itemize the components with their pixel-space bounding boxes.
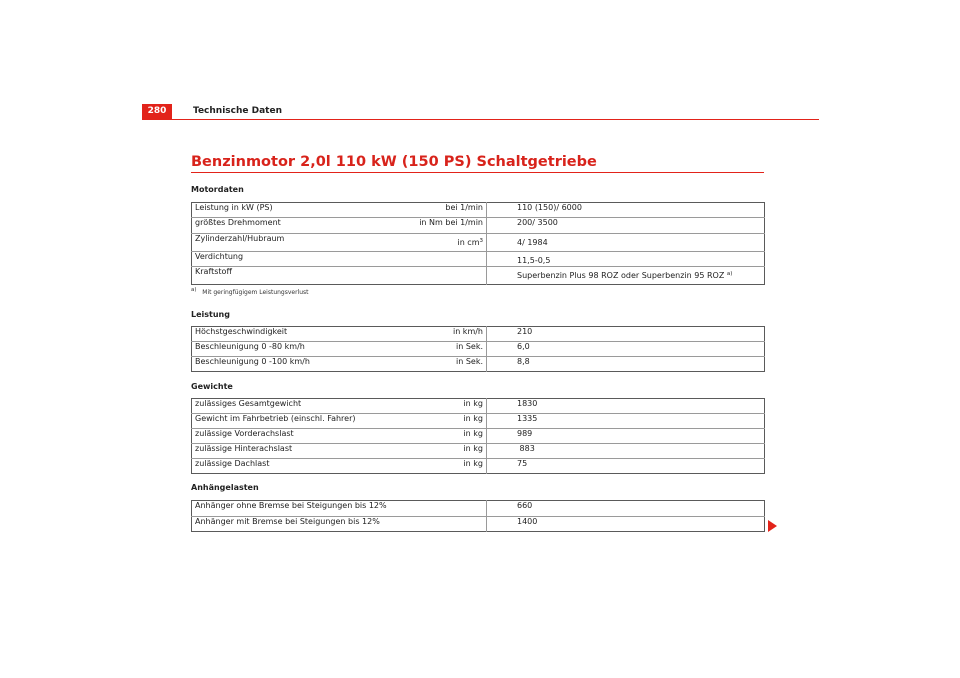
row-value: 11,5-0,5 [517, 256, 551, 265]
row-unit [398, 501, 487, 517]
row-label: Leistung in kW (PS) [195, 203, 273, 212]
row-unit: in kg [398, 444, 487, 459]
table-row [192, 234, 765, 252]
footnote-mark: a) [191, 287, 197, 293]
row-unit [398, 252, 487, 267]
row-value: 1830 [517, 399, 538, 408]
motordaten-table [191, 202, 765, 285]
footnote-text: Mit geringfügigem Leistungsverlust [202, 289, 309, 296]
page-title: Benzinmotor 2,0l 110 kW (150 PS) Schaltgetriebe [191, 154, 597, 170]
table-row [192, 429, 765, 444]
leistung-table [191, 326, 765, 372]
table-row [192, 203, 765, 218]
row-value: 200/ 3500 [517, 218, 558, 227]
row-value: 1400 [517, 517, 538, 526]
row-unit: in kg [398, 429, 487, 444]
table-row [192, 327, 765, 342]
row-unit [398, 267, 487, 285]
row-label: zulässige Dachlast [195, 459, 270, 468]
row-label: Beschleunigung 0 -100 km/h [195, 357, 310, 366]
row-label: zulässige Vorderachslast [195, 429, 294, 438]
row-unit: in km/h [398, 327, 487, 342]
section-title-anhaengelasten: Anhängelasten [191, 483, 259, 492]
row-label: Beschleunigung 0 -80 km/h [195, 342, 305, 351]
header-rule [142, 119, 819, 120]
footnote-reference: a) [726, 271, 733, 277]
row-label: zulässiges Gesamtgewicht [195, 399, 302, 408]
row-value: 883 [517, 444, 535, 453]
row-value [487, 267, 765, 285]
row-unit: in kg [398, 414, 487, 429]
unit-text: in cm [457, 238, 480, 247]
row-label: Anhänger mit Bremse bei Steigungen bis 12% [195, 517, 380, 526]
header-title: Technische Daten [193, 106, 282, 116]
anhaengelasten-table [191, 500, 765, 532]
table-row [192, 218, 765, 234]
row-unit [398, 234, 487, 252]
page-number: 280 [142, 104, 172, 119]
row-value: 1335 [517, 414, 538, 423]
table-row [192, 501, 765, 517]
table-row [192, 342, 765, 357]
row-unit: in kg [398, 459, 487, 474]
row-unit: in kg [398, 399, 487, 414]
title-rule [191, 172, 764, 173]
value-text: Superbenzin Plus 98 ROZ oder Superbenzin 95 ROZ [517, 271, 725, 280]
row-unit: in Sek. [398, 357, 487, 372]
row-label: Gewicht im Fahrbetrieb (einschl. Fahrer) [195, 414, 356, 423]
row-label: Verdichtung [195, 252, 244, 261]
row-label: Anhänger ohne Bremse bei Steigungen bis 12% [195, 501, 387, 510]
row-unit [398, 517, 487, 532]
footnote [191, 289, 309, 296]
unit-superscript: 3 [479, 238, 483, 244]
table-row [192, 252, 765, 267]
section-title-motordaten: Motordaten [191, 185, 244, 194]
row-unit: bei 1/min [398, 203, 487, 218]
row-value: 4/ 1984 [517, 238, 548, 247]
gewichte-table [191, 398, 765, 474]
section-title-gewichte: Gewichte [191, 382, 233, 391]
row-label: zulässige Hinterachslast [195, 444, 293, 453]
table-row [192, 357, 765, 372]
row-unit: in Sek. [398, 342, 487, 357]
row-value: 210 [517, 327, 533, 336]
row-unit: in Nm bei 1/min [398, 218, 487, 234]
row-value: 110 (150)/ 6000 [517, 203, 582, 212]
row-value: 8,8 [517, 357, 530, 366]
row-value: 989 [517, 429, 533, 438]
row-value: 660 [517, 501, 533, 510]
row-label: Zylinderzahl/Hubraum [195, 234, 285, 243]
table-row [192, 459, 765, 474]
section-title-leistung: Leistung [191, 310, 230, 319]
table-row [192, 399, 765, 414]
row-label: größtes Drehmoment [195, 218, 281, 227]
row-label: Kraftstoff [195, 267, 232, 276]
row-label: Höchstgeschwindigkeit [195, 327, 288, 336]
next-page-arrow-icon[interactable] [768, 520, 777, 532]
table-row [192, 414, 765, 429]
table-row [192, 444, 765, 459]
table-row [192, 267, 765, 285]
row-value: 6,0 [517, 342, 530, 351]
table-row [192, 517, 765, 532]
row-value: 75 [517, 459, 528, 468]
